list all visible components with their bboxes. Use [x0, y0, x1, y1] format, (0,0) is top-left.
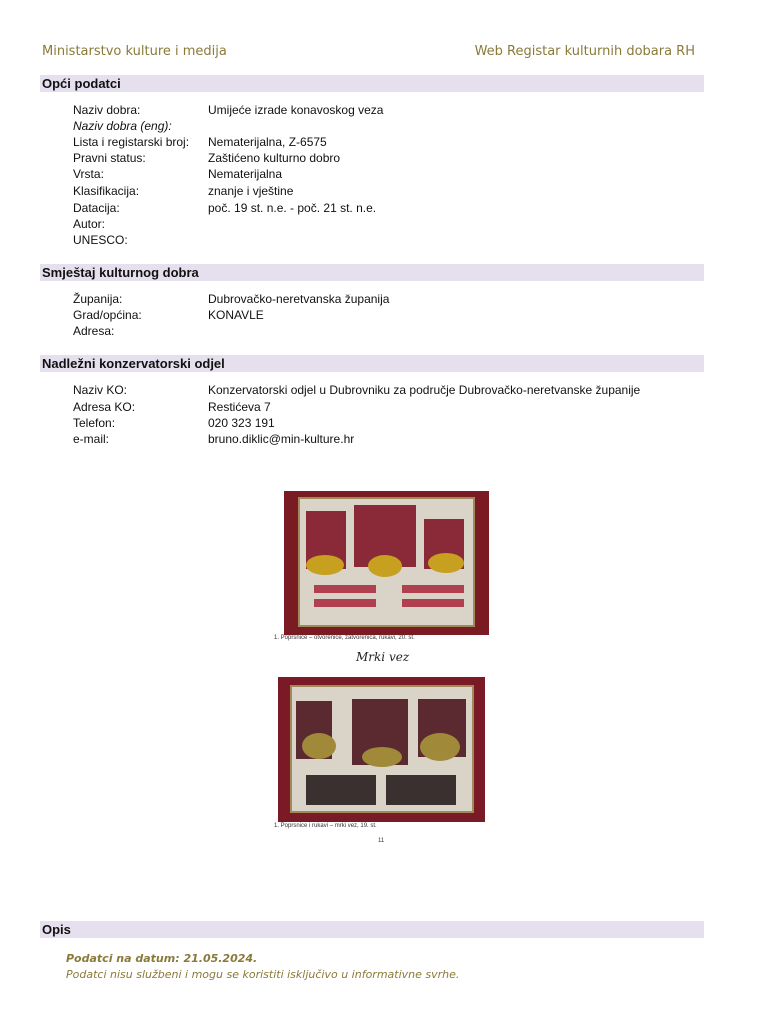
field-label: Autor: [73, 217, 106, 231]
embroidery-photo-1 [284, 491, 489, 635]
field-label: Naziv dobra: [73, 103, 141, 117]
field-label: Adresa: [73, 324, 115, 338]
field-value: bruno.diklic@min-kulture.hr [208, 432, 355, 446]
field-row [73, 432, 713, 446]
script-title: Mrki vez [356, 650, 410, 664]
field-row [73, 217, 713, 231]
field-label: Naziv KO: [73, 383, 128, 397]
field-label: Klasifikacija: [73, 184, 140, 198]
section-title: Opći podatci [42, 76, 121, 91]
footer-disclaimer: Podatci nisu službeni i mogu se koristiti isključivo u informativne svrhe. [66, 968, 460, 981]
field-label: Telefon: [73, 416, 116, 430]
section-title: Smještaj kulturnog dobra [42, 265, 199, 280]
field-label: Lista i registarski broj: [73, 135, 190, 149]
section-title: Nadležni konzervatorski odjel [42, 356, 225, 371]
section-title: Opis [42, 922, 71, 937]
section-description [40, 921, 704, 938]
field-label: UNESCO: [73, 233, 128, 247]
field-value: Restićeva 7 [208, 400, 271, 414]
page-marker: 11 [378, 838, 385, 844]
field-label: Adresa KO: [73, 400, 136, 414]
sleeve-strip [314, 599, 376, 607]
field-value: poč. 19 st. n.e. - poč. 21 st. n.e. [208, 201, 377, 215]
field-value: znanje i vještine [208, 184, 294, 198]
field-label: Datacija: [73, 201, 120, 215]
field-row [73, 308, 713, 322]
sleeve-strip [402, 585, 464, 593]
field-label: e-mail: [73, 432, 110, 446]
field-label: Grad/općina: [73, 308, 142, 322]
field-row [73, 184, 713, 198]
field-value: Zaštićeno kulturno dobro [208, 151, 341, 165]
section-general-data [40, 75, 704, 92]
tassel [368, 555, 402, 577]
field-label: Županija: [73, 292, 123, 306]
sleeve-strip [386, 775, 456, 805]
sleeve-strip [306, 775, 376, 805]
field-value: Nematerijalna, Z-6575 [208, 135, 327, 149]
field-row [73, 135, 713, 149]
footer-date: Podatci na datum: 21.05.2024. [66, 952, 258, 965]
tassel [428, 553, 464, 573]
section-conservation-office [40, 355, 704, 372]
field-label: Pravni status: [73, 151, 146, 165]
field-row [73, 383, 713, 397]
section-location [40, 264, 704, 281]
photo-caption-1: 1. Poprsnice – otvorenice, zatvorenica, rukavi, 20. st. [274, 635, 415, 641]
field-value: KONAVLE [208, 308, 264, 322]
field-row [73, 400, 713, 414]
tassel [306, 555, 344, 575]
tassel [362, 747, 402, 767]
ministry-header: Ministarstvo kulture i medija [42, 44, 227, 59]
field-label: Naziv dobra (eng): [73, 119, 172, 133]
field-value: 020 323 191 [208, 416, 275, 430]
field-row [73, 233, 713, 247]
field-label: Vrsta: [73, 167, 104, 181]
field-value: Umijeće izrade konavoskog veza [208, 103, 384, 117]
field-value: Nematerijalna [208, 167, 283, 181]
sleeve-strip [314, 585, 376, 593]
field-value: Dubrovačko-neretvanska županija [208, 292, 390, 306]
field-row [73, 119, 713, 133]
field-row [73, 292, 713, 306]
field-row [73, 201, 713, 215]
field-row [73, 103, 713, 117]
tassel [420, 733, 460, 761]
registry-header: Web Registar kulturnih dobara RH [474, 44, 695, 59]
embroidery-photo-2 [278, 677, 485, 822]
photo-caption-2: 1. Poprsnice i rukavi – mrki vez, 19. st. [274, 823, 377, 829]
field-value: Konzervatorski odjel u Dubrovniku za područje Dubrovačko-neretvanske županije [208, 383, 641, 397]
tassel [302, 733, 336, 759]
field-row [73, 416, 713, 430]
sleeve-strip [402, 599, 464, 607]
field-row [73, 167, 713, 181]
field-row [73, 324, 713, 338]
field-row [73, 151, 713, 165]
